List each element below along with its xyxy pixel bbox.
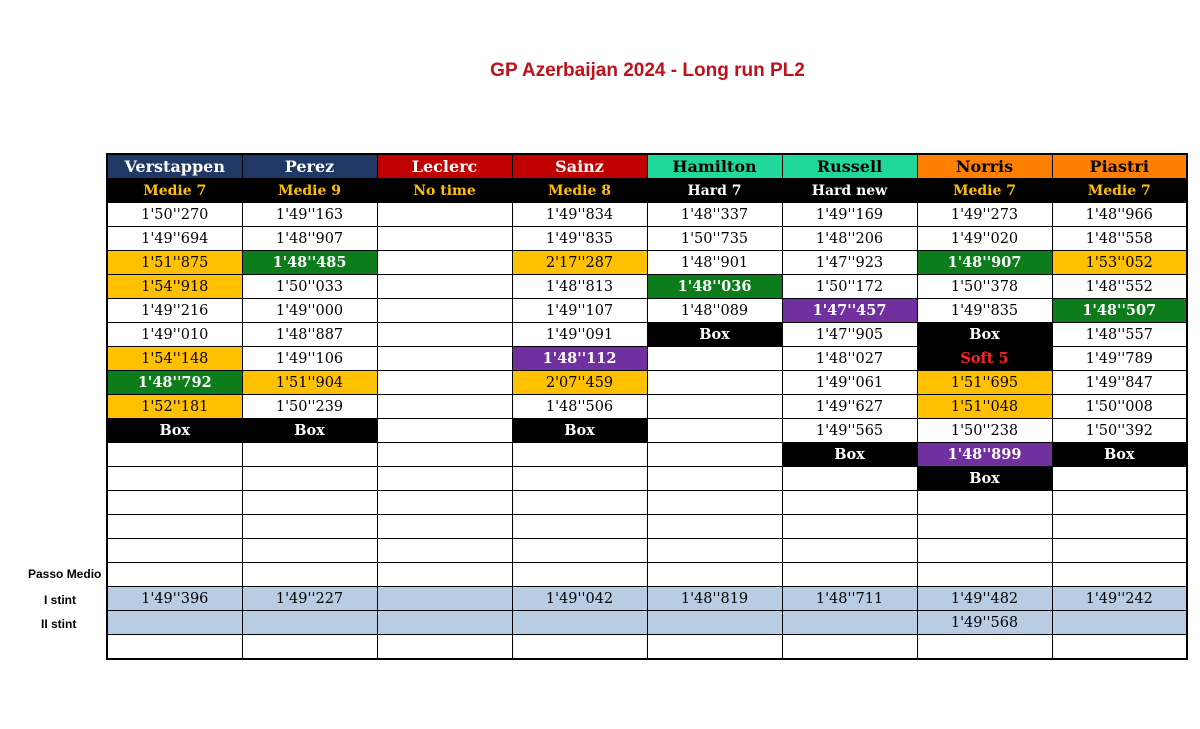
lap-time-cell: 1'49''061 [782,371,917,395]
lap-time-cell: 1'48''206 [782,227,917,251]
lap-time-cell: 1'50''033 [242,275,377,299]
lap-time-cell: 1'47''923 [782,251,917,275]
lap-time-cell: 1'48''485 [242,251,377,275]
empty-cell [782,563,917,587]
empty-cell [647,635,782,660]
lap-time-cell: 1'49''789 [1052,347,1187,371]
lap-time-cell: 1'52''181 [107,395,242,419]
lap-time-cell: 1'48''558 [1052,227,1187,251]
lap-time-cell: 1'51''875 [107,251,242,275]
stint1-average-cell: 1'49''482 [917,587,1052,611]
lap-time-cell: 1'49''169 [782,203,917,227]
empty-cell [377,395,512,419]
lap-row [107,371,1187,395]
empty-cell [242,515,377,539]
empty-cell [107,563,242,587]
lap-time-cell: Soft 5 [917,347,1052,371]
lap-time-cell: 1'47''457 [782,299,917,323]
lap-time-cell: 1'48''907 [917,251,1052,275]
lap-time-cell: 1'54''148 [107,347,242,371]
empty-cell [647,371,782,395]
lap-time-cell: Box [917,467,1052,491]
empty-cell [647,443,782,467]
lap-time-cell: 1'49''835 [512,227,647,251]
lap-time-cell: 1'48''966 [1052,203,1187,227]
stint2-average-cell [512,611,647,635]
driver-header-norris: Norris [917,154,1052,179]
empty-cell [917,635,1052,660]
driver-header-russell: Russell [782,154,917,179]
empty-cell [512,515,647,539]
empty-cell [1052,515,1187,539]
empty-cell [1052,635,1187,660]
lap-time-cell: 1'48''899 [917,443,1052,467]
tyre-compound: Medie 7 [1052,179,1187,203]
tyre-compound: Hard new [782,179,917,203]
lap-time-cell: 2'07''459 [512,371,647,395]
lap-time-cell: 1'49''000 [242,299,377,323]
lap-row [107,515,1187,539]
lap-row [107,347,1187,371]
empty-cell [1052,467,1187,491]
driver-header-sainz: Sainz [512,154,647,179]
lap-time-cell: 1'51''904 [242,371,377,395]
empty-cell [377,563,512,587]
lap-time-cell: 1'48''557 [1052,323,1187,347]
empty-cell [917,563,1052,587]
empty-cell [917,491,1052,515]
lap-time-cell: Box [782,443,917,467]
empty-cell [242,539,377,563]
empty-cell [512,563,647,587]
empty-cell [242,467,377,491]
empty-cell [647,491,782,515]
empty-cell [107,539,242,563]
lap-time-cell: 1'49''163 [242,203,377,227]
empty-cell [377,203,512,227]
lap-time-cell: 1'50''239 [242,395,377,419]
stint1-average-cell [377,587,512,611]
lap-row [107,491,1187,515]
empty-cell [782,539,917,563]
row-label-passo-medio: Passo Medio [28,567,102,581]
lap-time-cell: Box [1052,443,1187,467]
empty-cell [107,635,242,660]
stint2-average-cell [647,611,782,635]
empty-cell [107,515,242,539]
empty-cell [377,467,512,491]
lap-time-cell: 1'49''091 [512,323,647,347]
tyre-compound: Hard 7 [647,179,782,203]
stint2-average-cell [782,611,917,635]
empty-cell [647,467,782,491]
lap-time-cell: 1'50''735 [647,227,782,251]
tyre-compound: Medie 7 [917,179,1052,203]
lap-time-cell: 1'48''507 [1052,299,1187,323]
tyre-compound: Medie 8 [512,179,647,203]
lap-row [107,563,1187,587]
empty-cell [242,635,377,660]
stint1-average-cell: 1'49''042 [512,587,647,611]
empty-cell [1052,563,1187,587]
lap-row [107,275,1187,299]
lap-row [107,251,1187,275]
stint1-average-cell: 1'48''819 [647,587,782,611]
lap-time-cell: 1'49''106 [242,347,377,371]
empty-cell [242,563,377,587]
empty-cell [782,635,917,660]
stint1-average-cell: 1'49''227 [242,587,377,611]
empty-cell [917,539,1052,563]
empty-cell [782,491,917,515]
lap-time-cell: 1'49''835 [917,299,1052,323]
driver-header-perez: Perez [242,154,377,179]
lap-time-cell: 1'48''813 [512,275,647,299]
stint2-average-cell: 1'49''568 [917,611,1052,635]
lap-time-cell: 1'48''552 [1052,275,1187,299]
stint1-average-cell: 1'49''396 [107,587,242,611]
lap-time-cell: 1'48''036 [647,275,782,299]
stint2-average-cell [377,611,512,635]
stint1-average-row [107,587,1187,611]
lap-row [107,539,1187,563]
empty-cell [377,275,512,299]
lap-time-cell: 1'50''392 [1052,419,1187,443]
lap-time-cell: 1'50''270 [107,203,242,227]
stint2-average-cell [242,611,377,635]
empty-cell [1052,491,1187,515]
row-label-ii-stint: II stint [41,617,77,631]
empty-cell [1052,539,1187,563]
lap-time-cell: 1'53''052 [1052,251,1187,275]
empty-cell [377,323,512,347]
empty-cell [107,467,242,491]
lap-time-cell: Box [512,419,647,443]
empty-cell [512,467,647,491]
lap-row [107,203,1187,227]
lap-time-cell: 1'49''020 [917,227,1052,251]
lap-time-cell: 1'49''565 [782,419,917,443]
stint2-average-cell [1052,611,1187,635]
lap-time-cell: 1'48''337 [647,203,782,227]
empty-cell [647,515,782,539]
lap-time-cell: 1'48''887 [242,323,377,347]
lap-time-cell: 1'48''506 [512,395,647,419]
lap-time-cell: 1'49''834 [512,203,647,227]
empty-cell [647,539,782,563]
empty-cell [647,419,782,443]
empty-cell [377,251,512,275]
lap-time-cell: 1'50''172 [782,275,917,299]
lap-time-cell: 1'49''627 [782,395,917,419]
lap-time-cell: 1'47''905 [782,323,917,347]
lap-time-cell: Box [917,323,1052,347]
empty-cell [647,395,782,419]
stint1-average-cell: 1'49''242 [1052,587,1187,611]
lap-time-cell: Box [107,419,242,443]
lap-time-cell: 1'48''089 [647,299,782,323]
empty-cell [647,347,782,371]
empty-cell [377,515,512,539]
empty-cell [377,371,512,395]
lap-time-cell: 1'49''273 [917,203,1052,227]
lap-row [107,227,1187,251]
tyre-compound: No time [377,179,512,203]
lap-time-cell: 1'48''792 [107,371,242,395]
lap-row [107,323,1187,347]
empty-cell [512,539,647,563]
lap-time-cell: Box [647,323,782,347]
lap-row [107,467,1187,491]
empty-cell [782,515,917,539]
stint1-average-cell: 1'48''711 [782,587,917,611]
tyre-compound: Medie 9 [242,179,377,203]
empty-cell [242,491,377,515]
driver-header-piastri: Piastri [1052,154,1187,179]
lap-time-cell: 1'48''112 [512,347,647,371]
lap-time-cell: 1'49''216 [107,299,242,323]
stint2-average-cell [107,611,242,635]
empty-cell [377,443,512,467]
driver-header-hamilton: Hamilton [647,154,782,179]
lap-time-cell: 1'50''378 [917,275,1052,299]
empty-cell [377,227,512,251]
lap-row [107,419,1187,443]
long-run-table [106,153,1188,660]
empty-cell [377,491,512,515]
lap-time-cell: 1'49''010 [107,323,242,347]
lap-time-cell: 1'50''008 [1052,395,1187,419]
driver-header-leclerc: Leclerc [377,154,512,179]
empty-cell [107,491,242,515]
empty-cell [242,443,377,467]
empty-cell [782,467,917,491]
lap-time-cell: 1'48''027 [782,347,917,371]
empty-cell [512,491,647,515]
lap-time-cell: Box [242,419,377,443]
empty-cell [917,515,1052,539]
lap-time-cell: 2'17''287 [512,251,647,275]
empty-cell [377,347,512,371]
lap-time-cell: 1'54''918 [107,275,242,299]
lap-time-cell: 1'48''907 [242,227,377,251]
row-label-i-stint: I stint [44,593,76,607]
stint2-average-row [107,611,1187,635]
lap-time-cell: 1'50''238 [917,419,1052,443]
lap-time-cell: 1'49''107 [512,299,647,323]
lap-row [107,299,1187,323]
empty-cell [647,563,782,587]
lap-time-cell: 1'51''695 [917,371,1052,395]
empty-cell [377,635,512,660]
empty-cell [377,539,512,563]
page-title: GP Azerbaijan 2024 - Long run PL2 [490,60,805,81]
empty-cell [512,635,647,660]
empty-cell [377,419,512,443]
empty-cell [512,443,647,467]
lap-time-cell: 1'49''847 [1052,371,1187,395]
empty-cell [107,443,242,467]
lap-row [107,443,1187,467]
lap-time-cell: 1'48''901 [647,251,782,275]
lap-row [107,395,1187,419]
driver-header-verstappen: Verstappen [107,154,242,179]
lap-time-cell: 1'51''048 [917,395,1052,419]
empty-cell [377,299,512,323]
tyre-compound: Medie 7 [107,179,242,203]
lap-time-cell: 1'49''694 [107,227,242,251]
